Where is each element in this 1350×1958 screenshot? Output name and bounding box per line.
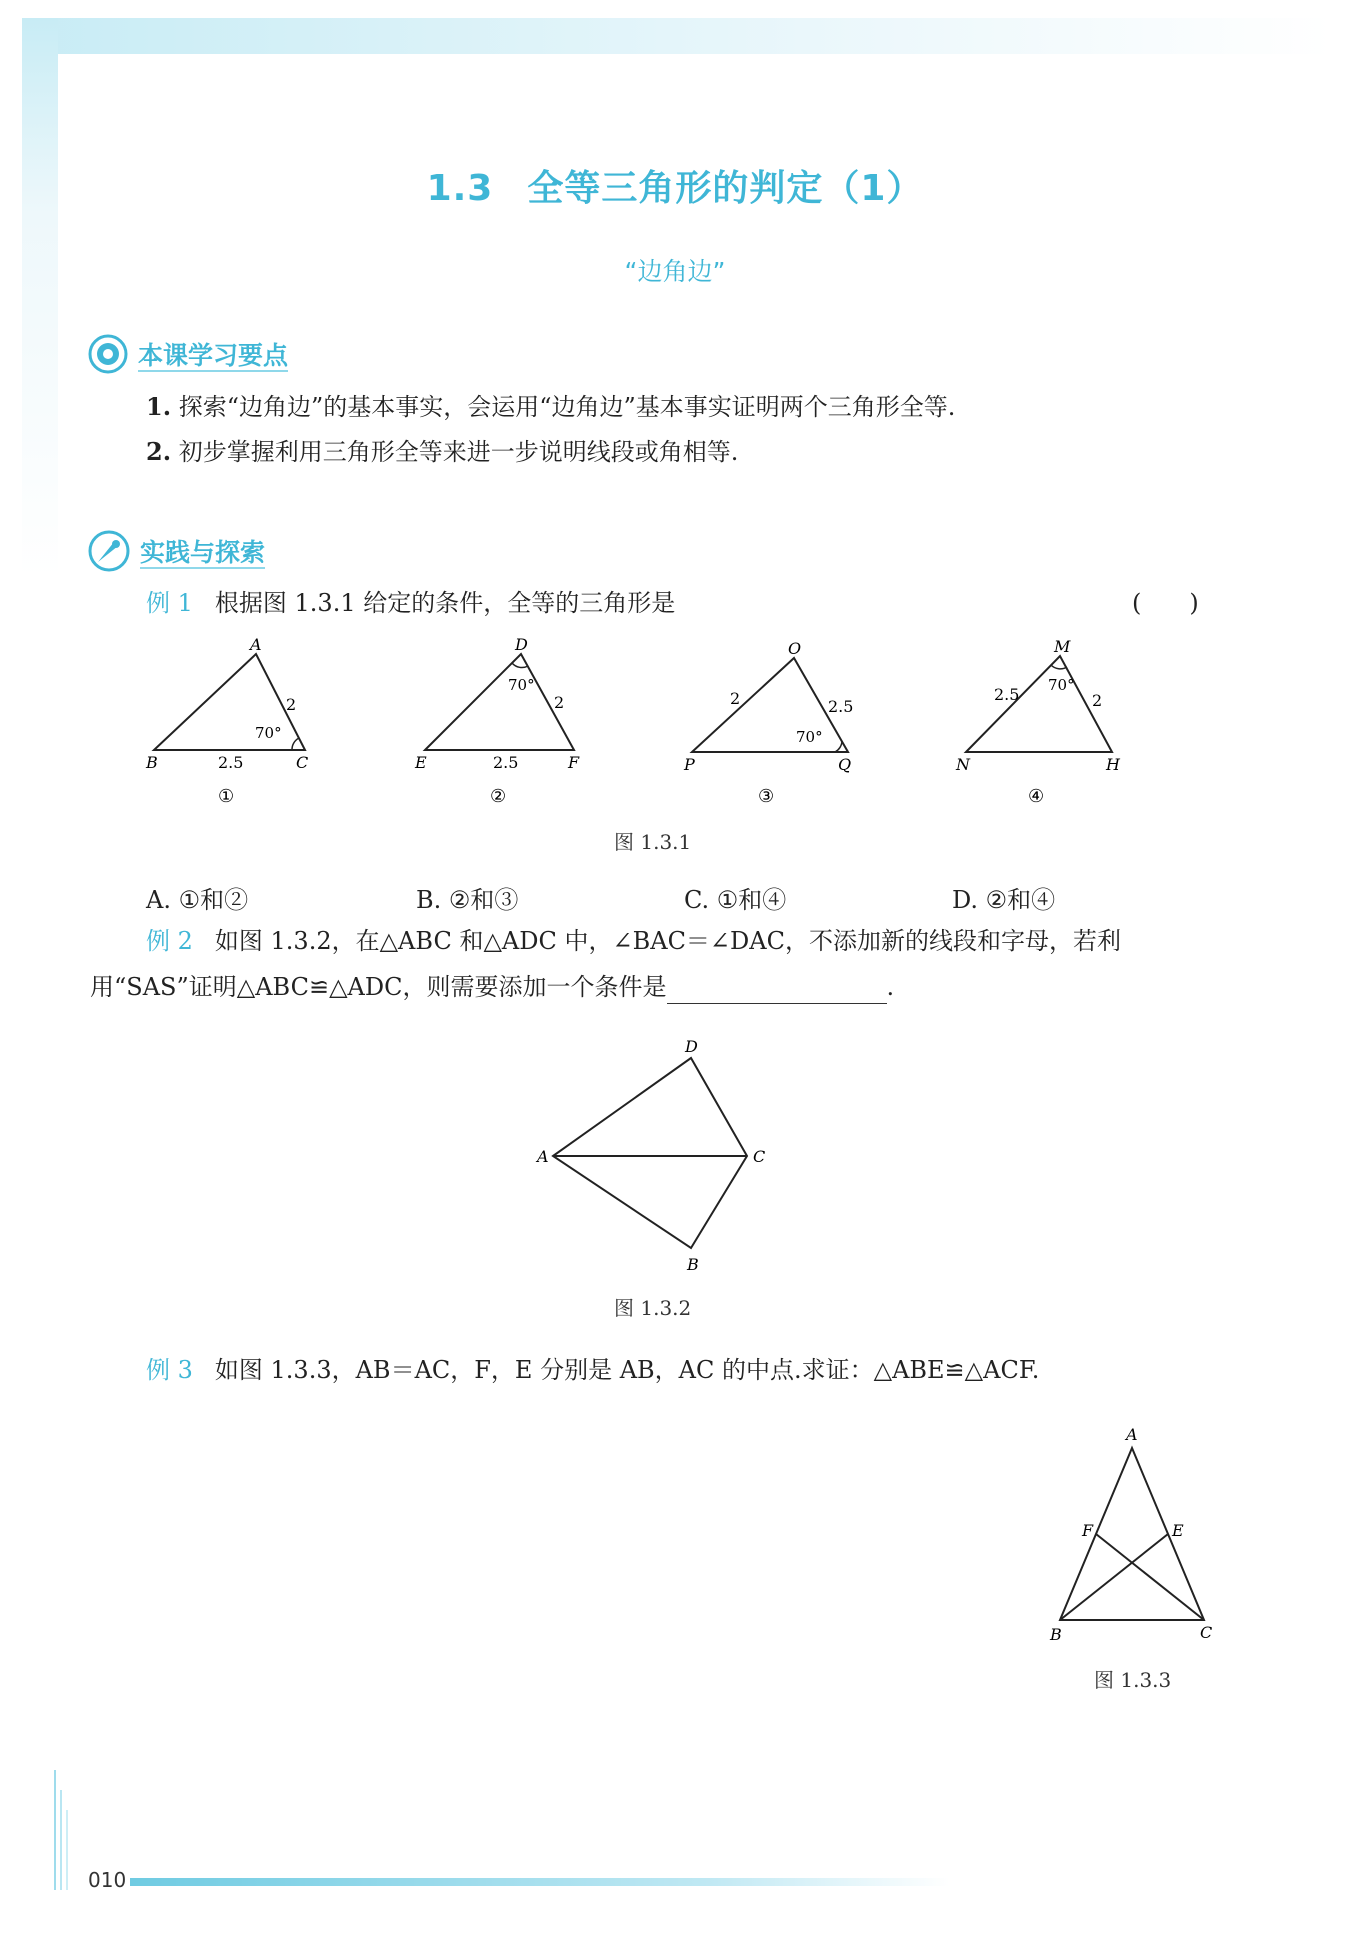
vertex-label: A	[250, 635, 262, 654]
example-2-text-2: 用“SAS”证明△ABC≌△ADC，则需要添加一个条件是	[90, 973, 667, 1001]
target-icon	[88, 334, 128, 374]
vertex-label: P	[684, 755, 695, 774]
point-d-label: D	[685, 1037, 698, 1056]
section-title: 全等三角形的判定（1）	[527, 168, 924, 209]
triangle-4	[955, 637, 1121, 807]
example-1-question	[146, 586, 675, 620]
option-letter: C.	[684, 886, 710, 914]
point-a-label: A	[1126, 1425, 1138, 1444]
option-text: ①和②	[178, 886, 249, 914]
vertex-label: F	[568, 753, 580, 772]
point-a-label: A	[537, 1147, 549, 1166]
side-label: 2.5	[994, 685, 1020, 704]
option-d	[952, 880, 1055, 915]
angle-label: 70°	[255, 724, 282, 742]
vertex-label: C	[296, 753, 309, 772]
example-3-text: 如图 1.3.3，AB＝AC，F，E 分别是 AB，AC 的中点.求证：△ABE≌△ACF.	[214, 1356, 1040, 1384]
lesson-subtitle: “边角边”	[624, 257, 726, 286]
option-a	[146, 880, 248, 915]
key-point-number: 2.	[146, 437, 172, 466]
figure-1-3-2-caption: 图 1.3.2	[614, 1296, 692, 1320]
vertex-label: H	[1106, 755, 1120, 774]
figure-1-3-2	[525, 1036, 785, 1276]
triangle-id: ③	[758, 786, 775, 807]
key-point-text: 初步掌握利用三角形全等来进一步说明线段或角相等.	[178, 438, 739, 466]
angle-label: 70°	[1048, 676, 1075, 694]
option-text: ②和③	[448, 886, 519, 914]
point-f-label: F	[1082, 1521, 1094, 1540]
key-points-heading	[88, 334, 288, 374]
vertex-label: O	[788, 639, 802, 658]
page-number: 010	[88, 1868, 127, 1892]
example-1-label: 例 1	[146, 589, 193, 617]
example-1-text: 根据图 1.3.1 给定的条件，全等的三角形是	[214, 589, 676, 617]
lesson-title	[0, 160, 1350, 211]
side-label: 2	[286, 695, 297, 714]
option-c	[684, 880, 786, 915]
practice-heading	[88, 530, 265, 572]
example-2-line-2	[90, 970, 894, 1004]
triangle-id: ②	[490, 786, 507, 807]
point-b-label: B	[687, 1255, 699, 1274]
angle-label: 70°	[508, 676, 535, 694]
answer-blank[interactable]	[667, 979, 887, 1004]
vertex-label: B	[146, 753, 158, 772]
option-letter: A.	[146, 886, 171, 914]
side-label: 2.5	[218, 753, 244, 772]
vertex-label: D	[515, 635, 528, 654]
example-2-label: 例 2	[146, 927, 193, 955]
example-3-label: 例 3	[146, 1356, 193, 1384]
point-c-label: C	[1200, 1623, 1213, 1642]
compass-icon	[88, 530, 130, 572]
figure-1-3-3	[1040, 1420, 1240, 1650]
triangle-3	[683, 639, 853, 807]
point-b-label: B	[1050, 1625, 1062, 1644]
option-b	[416, 880, 518, 915]
example-2-line-1	[146, 924, 1121, 958]
vertex-label: Q	[838, 755, 852, 774]
key-point-1	[146, 390, 955, 424]
key-point-2	[146, 435, 738, 469]
point-c-label: C	[753, 1147, 766, 1166]
figure-1-3-3-caption: 图 1.3.3	[1094, 1668, 1172, 1692]
key-point-number: 1.	[146, 392, 172, 421]
vertex-label: N	[956, 755, 970, 774]
vertex-label: E	[415, 753, 427, 772]
key-points-label: 本课学习要点	[138, 341, 289, 370]
option-letter: B.	[416, 886, 442, 914]
practice-label: 实践与探索	[140, 538, 266, 567]
side-label: 2	[554, 693, 565, 712]
triangle-1	[145, 635, 308, 807]
example-2-period: .	[886, 973, 895, 1001]
side-label: 2	[730, 689, 741, 708]
triangle-id: ④	[1028, 786, 1045, 807]
side-label: 2.5	[493, 753, 519, 772]
section-number: 1.3	[426, 168, 494, 209]
key-point-text: 探索“边角边”的基本事实，会运用“边角边”基本事实证明两个三角形全等.	[178, 393, 956, 421]
option-text: ①和④	[716, 886, 787, 914]
figure-1-3-1	[140, 632, 1230, 812]
triangle-2	[414, 635, 580, 807]
point-e-label: E	[1172, 1521, 1184, 1540]
answer-parentheses: ( )	[1132, 589, 1199, 617]
side-label: 2.5	[828, 697, 854, 716]
angle-label: 70°	[796, 728, 823, 746]
option-text: ②和④	[985, 886, 1056, 914]
side-label: 2	[1092, 691, 1103, 710]
triangle-id: ①	[218, 786, 235, 807]
option-letter: D.	[952, 886, 979, 914]
vertex-label: M	[1054, 637, 1071, 656]
example-3-question	[146, 1353, 1039, 1387]
figure-1-3-1-caption: 图 1.3.1	[614, 830, 692, 854]
example-2-text-1: 如图 1.3.2，在△ABC 和△ADC 中，∠BAC＝∠DAC，不添加新的线段和字母，若利	[214, 927, 1121, 955]
